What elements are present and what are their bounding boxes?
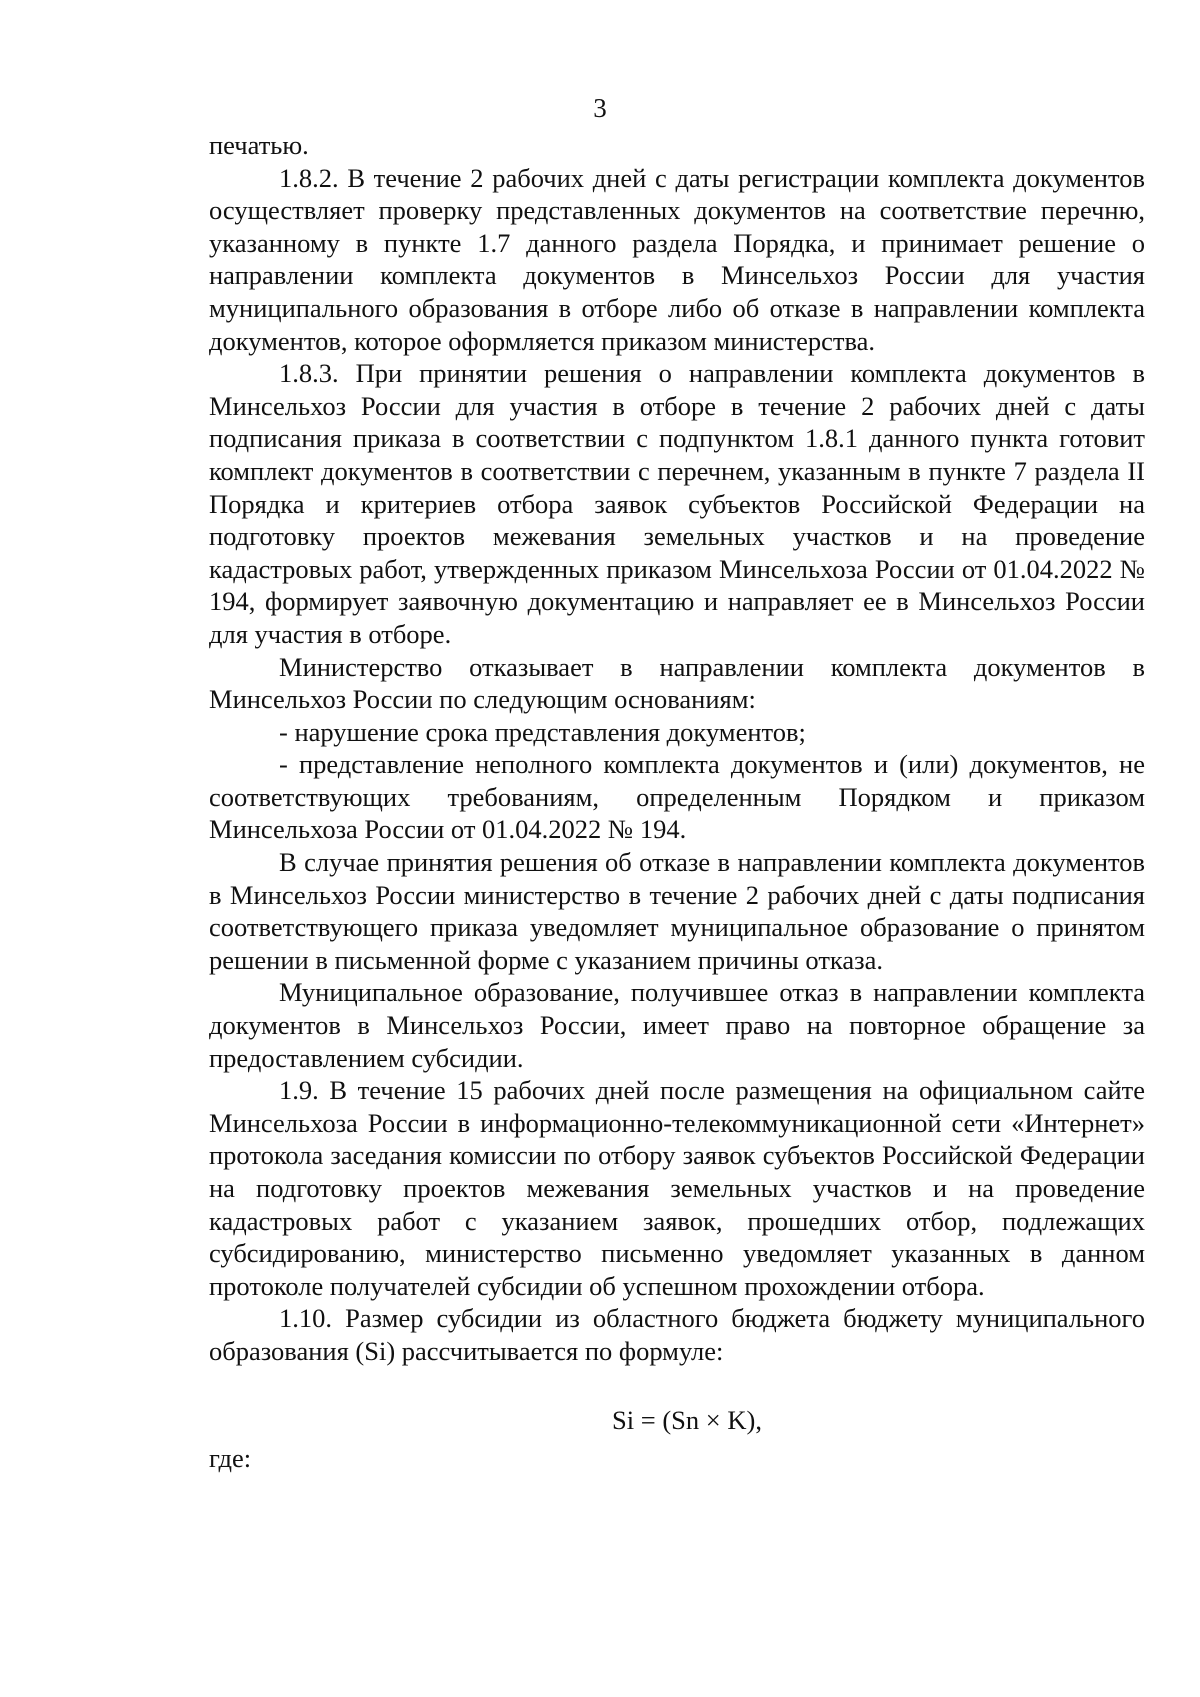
where-label: где: xyxy=(209,1443,252,1474)
paragraph-1-9: 1.9. В течение 15 рабочих дней после размещения на официальном сайте Минсельхоза России в информационно-телекоммуникационной сети «Интернет» протокола заседания комиссии по отбору заявок субъектов Российской Федерации на подготовку проектов межевания земельных участков и на проведение кадастровых работ с указанием заявок, прошедших отбор, подлежащих субсидированию, министерство письменно уведомляет указанных в данном протоколе получателей субсидии об успешном прохождении отбора. xyxy=(209,1075,1145,1301)
paragraph-1-8-3: 1.8.3. При принятии решения о направлении комплекта документов в Минсельхоз России для участия в отборе в течение 2 рабочих дней с даты подписания приказа в соответствии с подпунктом 1.8.1 данного пункта готовит комплект документов в соответствии с перечнем, указанным в пункте 7 раздела II Порядка и критериев отбора заявок субъектов Российской Федерации на подготовку проектов межевания земельных участков и на проведение кадастровых работ, утвержденных приказом Минсельхоза России от 01.04.2022 № 194, формирует заявочную документацию и направляет ее в Минсельхоз России для участия в отборе. xyxy=(209,358,1145,649)
page-number: 3 xyxy=(593,93,607,123)
paragraph-refusal-notification: В случае принятия решения об отказе в направлении комплекта документов в Минсельхоз России министерство в течение 2 рабочих дней с даты подписания соответствующего приказа уведомляет муниципальное образование о принятом решении в письменной форме с указанием причины отказа. xyxy=(209,847,1145,975)
paragraph-refusal-grounds: Министерство отказывает в направлении комплекта документов в Минсельхоз России по следующим основаниям: xyxy=(209,651,1145,715)
paragraph-reapplication: Муниципальное образование, получившее отказ в направлении комплекта документов в Минсельхоз России, имеет право на повторное обращение за предоставлением субсидии. xyxy=(209,977,1145,1073)
document-body xyxy=(209,129,1145,1475)
list-item-deadline-violation: - нарушение срока представления документов; xyxy=(279,716,806,747)
paragraph-1-10: 1.10. Размер субсидии из областного бюджета бюджету муниципального образования (Si) рассчитывается по формуле: xyxy=(209,1303,1145,1366)
paragraph-continuation: печатью. xyxy=(209,130,309,160)
list-item-incomplete-documents: - представление неполного комплекта документов и (или) документов, не соответствующих требованиям, определенным Порядком и приказом Минсельхоза России от 01.04.2022 № 194. xyxy=(209,749,1145,845)
paragraph-1-8-2: 1.8.2. В течение 2 рабочих дней с даты регистрации комплекта документов осуществляет проверку представленных документов на соответствие перечню, указанному в пункте 1.7 данного раздела Порядка, и принимает решение о направлении комплекта документов в Минсельхоз России для участия муниципального образования в отборе либо об отказе в направлении комплекта документов, которое оформляется приказом министерства. xyxy=(209,162,1145,356)
subsidy-formula: Si = (Sn × K), xyxy=(612,1404,762,1435)
